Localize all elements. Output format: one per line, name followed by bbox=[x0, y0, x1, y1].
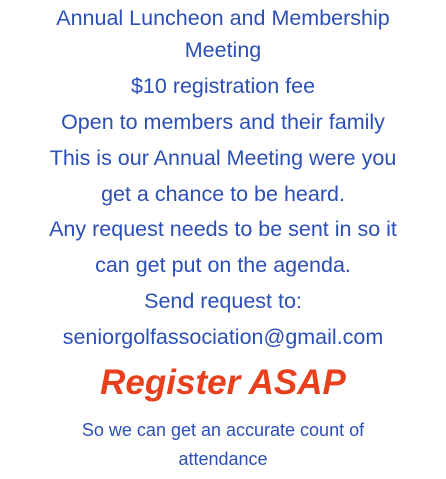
register-headline: Register ASAP bbox=[100, 363, 346, 402]
footer-line-2: attendance bbox=[178, 449, 268, 469]
fee-line: $10 registration fee bbox=[130, 74, 316, 98]
send-request-line: Send request to: bbox=[144, 289, 302, 313]
title-line-2: Meeting bbox=[184, 38, 262, 62]
title-line-1: Annual Luncheon and Membership bbox=[56, 6, 390, 30]
meeting-line-2: get a chance to be heard. bbox=[101, 182, 345, 206]
request-line-2: can get put on the agenda. bbox=[95, 253, 351, 277]
request-line-1: Any request needs to be sent in so it bbox=[49, 217, 397, 241]
audience-line: Open to members and their family bbox=[61, 110, 385, 134]
meeting-line-1: This is our Annual Meeting were you bbox=[49, 146, 397, 170]
email-address: seniorgolfassociation@gmail.com bbox=[62, 325, 384, 349]
footer-line-1: So we can get an accurate count of bbox=[81, 420, 365, 440]
